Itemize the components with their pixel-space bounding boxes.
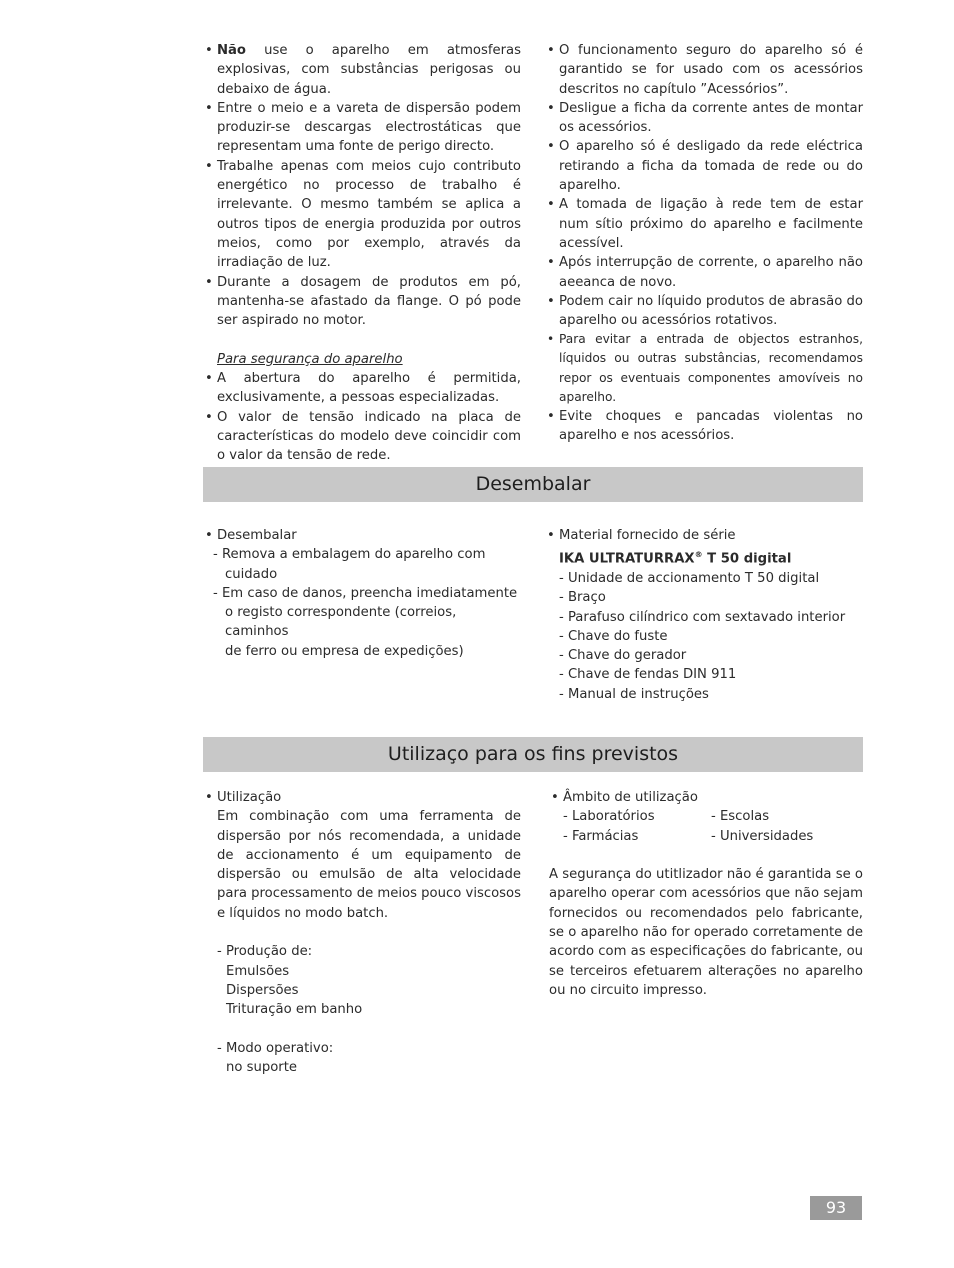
list-item: • Durante a dosagem de produtos em pó, mantenha-se afastado da flange. O pó pode ser aspirado no motor. xyxy=(203,273,521,331)
list-item: • Trabalhe apenas com meios cujo contributo energético no processo de trabalho é irrelevante. O mesmo também se aplica a outros tipos de energia produzida por outros meios, como por exemplo, através da irradiação de luz. xyxy=(203,157,521,273)
safety-list-left-2 xyxy=(203,369,521,465)
list-item: • Desligue a ficha da corrente antes de montar os acessórios. xyxy=(545,99,863,138)
list-item: • A abertura do aparelho é permitida, exclusivamente, a pessoas especializadas. xyxy=(203,369,521,408)
page-number: 93 xyxy=(810,1196,862,1220)
list-item: • Entre o meio e a vareta de dispersão podem produzir-se descargas electrostáticas que representam uma fonte de perigo directo. xyxy=(203,99,521,157)
unpacking-right-column: • Material fornecido de série IKA ULTRATURRAX® T 50 digital - Unidade de accionamento T 50 digital - Braço - Parafuso cilíndrico com sextavado interior - Chave do fuste - Chave do gerador - Chave de fendas DIN 911 - Manual de instruções xyxy=(545,526,863,704)
list-item: • Para evitar a entrada de objectos estranhos, líquidos ou outras substâncias, recomendamos repor os eventuais componentes amovíveis no aparelho. xyxy=(545,330,863,407)
list-item: • Desembalar xyxy=(203,526,521,545)
list-item: • Utilização xyxy=(203,788,521,807)
device-safety-subheading: Para segurança do aparelho xyxy=(217,351,403,367)
safety-disclaimer: A segurança do utitlizador não é garantida se o aparelho operar com acessórios que não sejam fornecidos ou recomendados pelo fabricante, se o aparelho não for operado corretamente de acordo com as especificações do fabricante, ou se terceiros efetuarem alterações no aparelho ou no circuito impresso. xyxy=(549,867,863,998)
section-header-intended-use: Utilizaço para os fins previstos xyxy=(203,737,863,772)
list-item: • Âmbito de utilização xyxy=(549,788,863,807)
list-item: • Podem cair no líquido produtos de abrasão do aparelho ou acessórios rotativos. xyxy=(545,292,863,331)
intended-use-right-column xyxy=(545,788,863,1000)
list-item: • O aparelho só é desligado da rede eléctrica retirando a ficha da tomada de rede ou do aparelho. xyxy=(545,137,863,195)
safety-right-column-2 xyxy=(545,330,863,446)
intended-use-left-column: • Utilização Em combinação com uma ferramenta de dispersão por nós recomendada, a unidade de accionamento é um equipamento de dispersão ou emulsão de alta velocidade para processamento de meios pouco viscosos e líquidos no modo batch. - Produção de: Emulsões Dispersões Trituração em banho - Modo operativo: no suporte xyxy=(203,788,521,1077)
list-item: • O funcionamento seguro do aparelho só é garantido se for usado com os acessórios descritos no capítulo ”Acessórios”. xyxy=(545,41,863,99)
list-item: • O valor de tensão indicado na placa de características do modelo deve coincidir com o valor da tensão de rede. xyxy=(203,408,521,466)
list-item: • Material fornecido de série xyxy=(545,526,863,545)
safety-list-left xyxy=(203,41,521,330)
safety-right-column xyxy=(545,41,863,330)
list-item: • Evite choques e pancadas violentas no aparelho e nos acessórios. xyxy=(545,407,863,446)
unpacking-left-column: • Desembalar - Remova a embalagem do aparelho com cuidado - Em caso de danos, preencha imediatamente o registo correspondente (correios, caminhos de ferro ou empresa de expedições) xyxy=(203,526,521,661)
section-header-unpacking: Desembalar xyxy=(203,467,863,502)
safety-list-right xyxy=(545,41,863,330)
scope-list: - Laboratórios - Farmácias - Escolas - Universidades xyxy=(563,809,814,844)
product-name: IKA ULTRATURRAX® T 50 digital xyxy=(559,550,792,567)
list-item: • Após interrupção de corrente, o aparelho não aeeanca de novo. xyxy=(545,253,863,292)
list-item: • Não use o aparelho em atmosferas explosivas, com substâncias perigosas ou debaixo de água. xyxy=(203,41,521,99)
safety-left-column xyxy=(203,41,521,466)
safety-list-right-2 xyxy=(545,330,863,446)
list-item: • A tomada de ligação à rede tem de estar num sítio próximo do aparelho e facilmente acessível. xyxy=(545,195,863,253)
